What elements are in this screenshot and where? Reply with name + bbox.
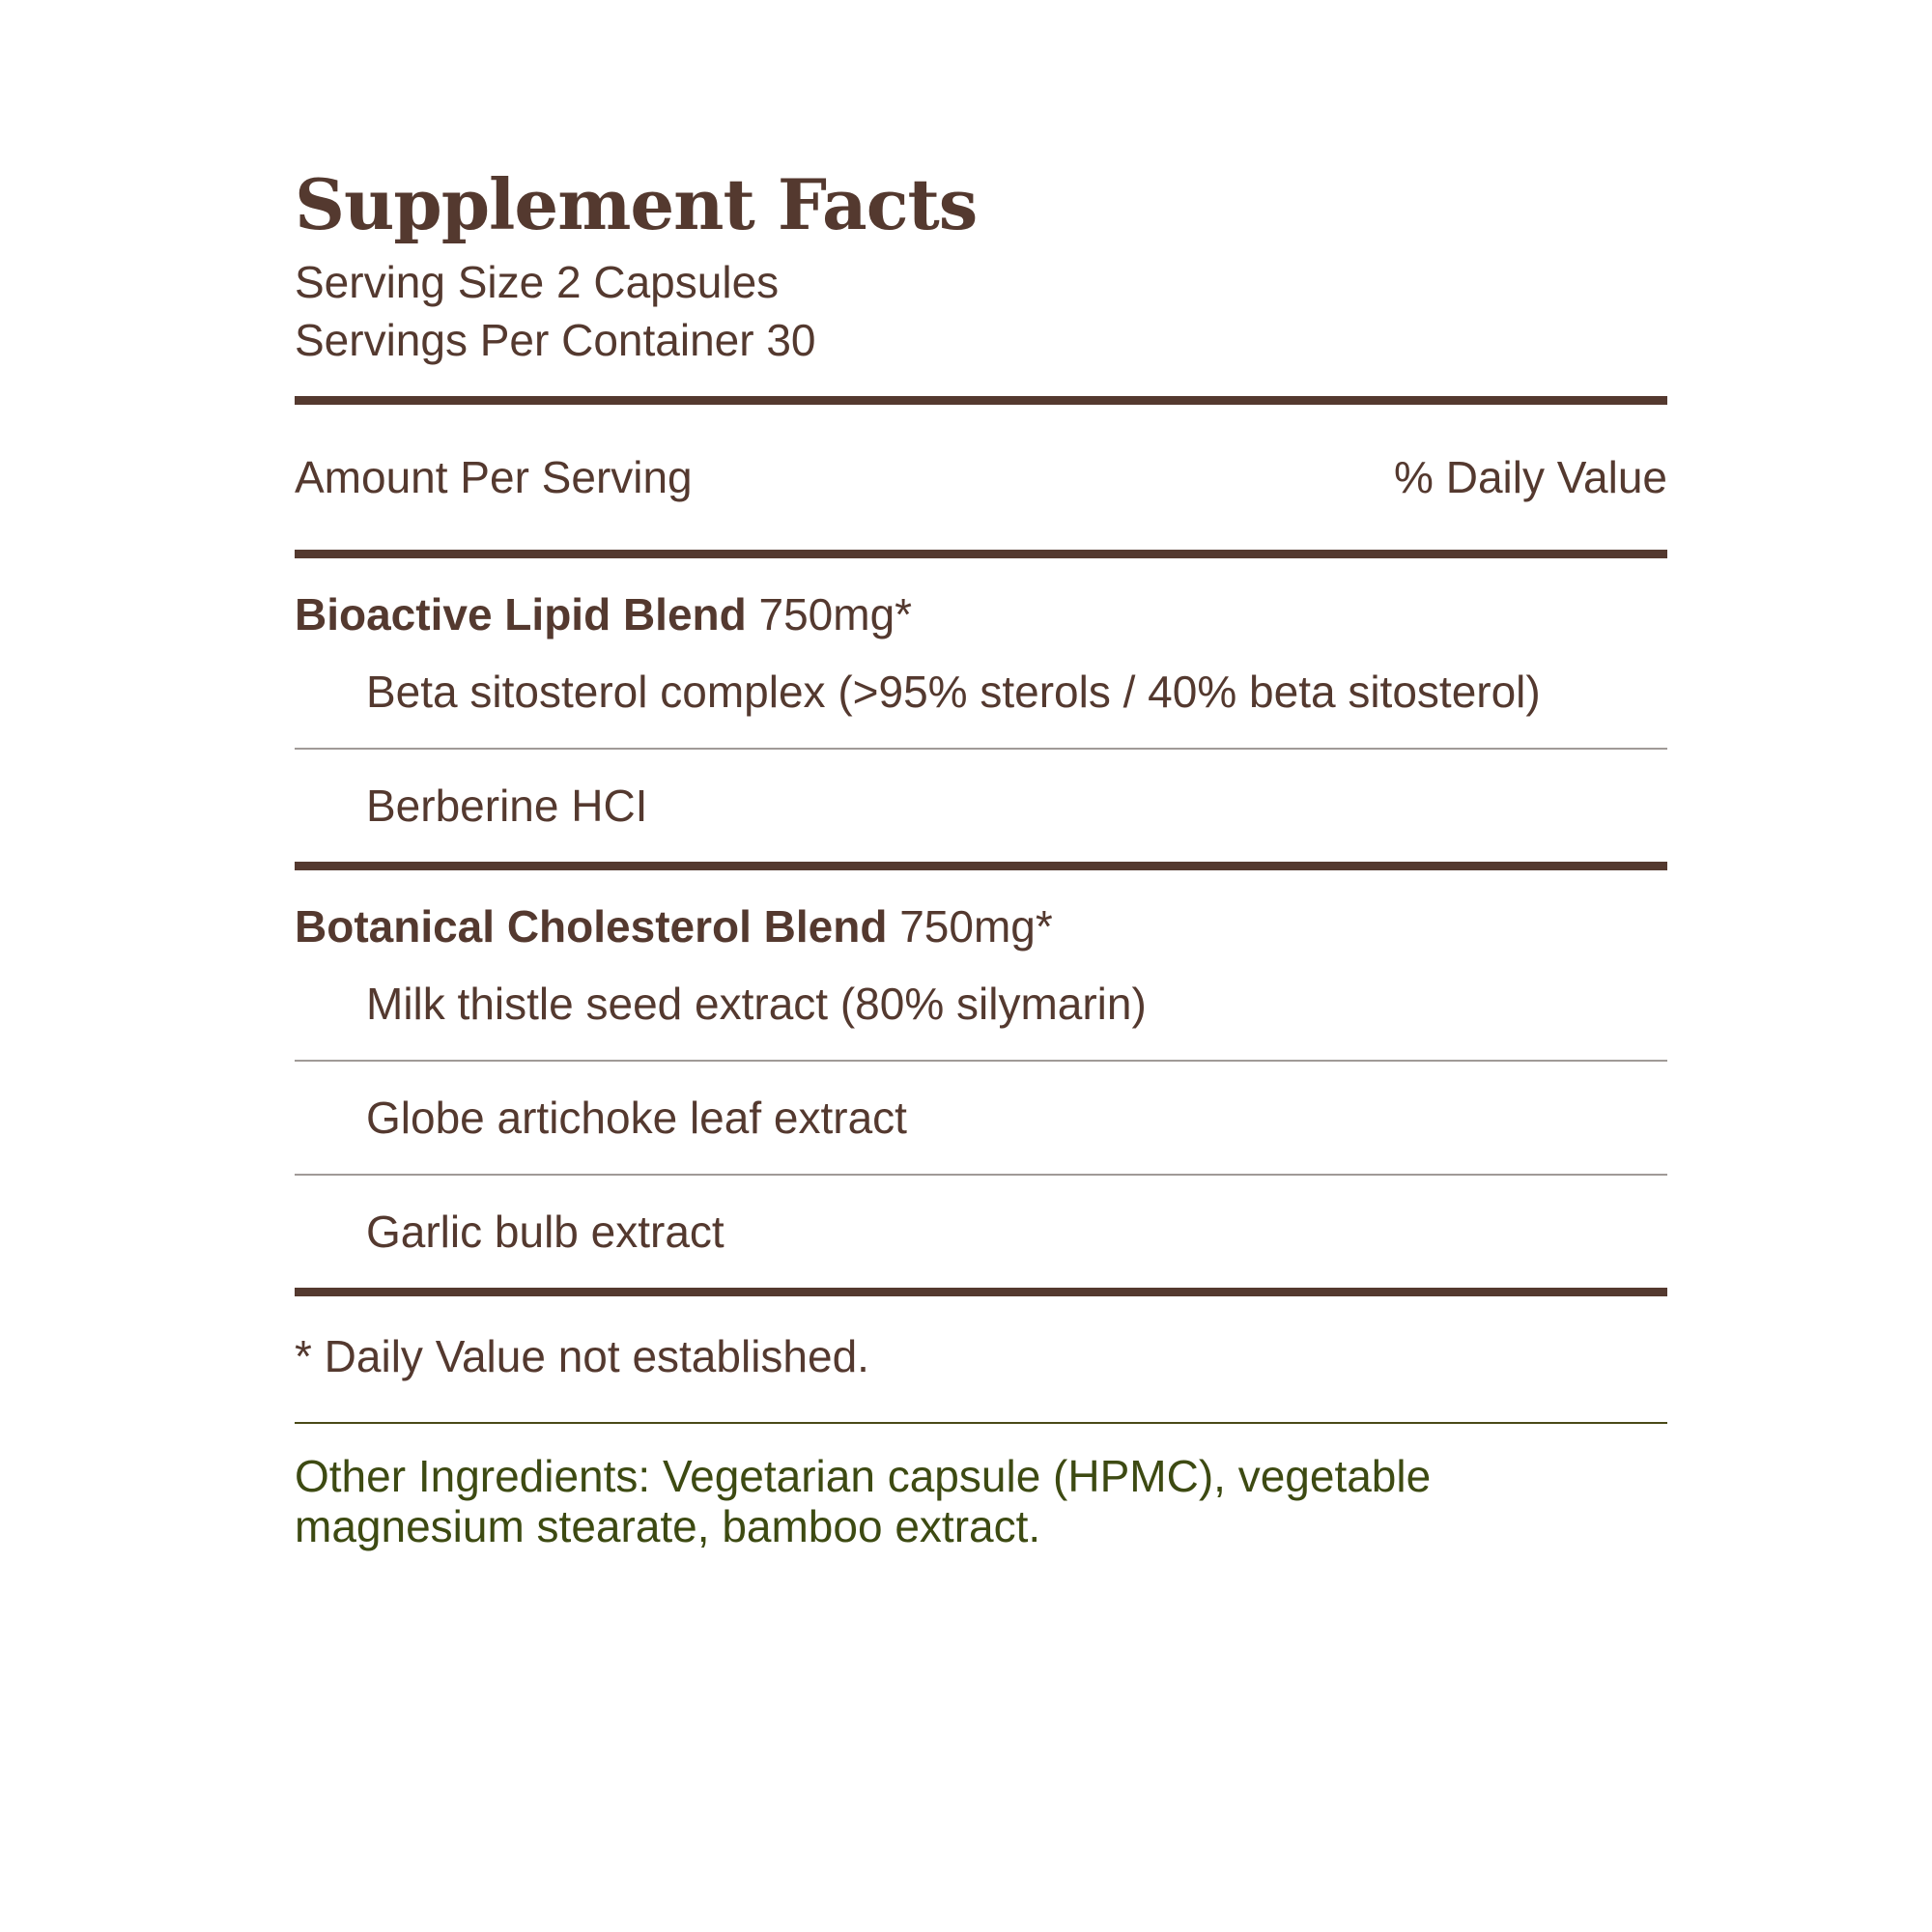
divider-thick <box>295 862 1667 870</box>
other-ingredients-line: Other Ingredients: Vegetarian capsule (HPMC), vegetable <box>295 1451 1432 1501</box>
daily-value-footnote: * Daily Value not established. <box>295 1331 869 1381</box>
blend-amount: 750mg* <box>758 589 913 639</box>
ingredient-row: Berberine HCI <box>366 781 648 831</box>
blend-amount: 750mg* <box>899 901 1053 952</box>
other-ingredients <box>295 1424 1667 1551</box>
title: Supplement Facts <box>295 163 978 245</box>
divider-thick <box>295 396 1667 405</box>
blend-heading <box>295 870 1667 953</box>
serving-size: Serving Size 2 Capsules <box>295 257 780 307</box>
other-ingredients-line: magnesium stearate, bamboo extract. <box>295 1501 1041 1551</box>
daily-value-header: % Daily Value <box>1394 452 1667 502</box>
ingredient-row: Milk thistle seed extract (80% silymarin) <box>366 979 1147 1029</box>
blend-heading <box>295 558 1667 641</box>
supplement-facts-panel <box>295 164 1667 1551</box>
serving-info <box>295 253 1667 369</box>
blend-name: Botanical Cholesterol Blend <box>295 901 888 952</box>
divider-thick <box>295 550 1667 558</box>
column-header-row <box>295 405 1667 550</box>
blend-name: Bioactive Lipid Blend <box>295 589 747 639</box>
ingredient-row: Garlic bulb extract <box>366 1207 724 1257</box>
ingredient-row: Globe artichoke leaf extract <box>366 1093 907 1143</box>
servings-per-container: Servings Per Container 30 <box>295 315 816 365</box>
ingredient-row: Beta sitosterol complex (>95% sterols / 40% beta sitosterol) <box>366 667 1541 717</box>
divider-thick <box>295 1288 1667 1296</box>
amount-per-serving-header: Amount Per Serving <box>295 452 693 502</box>
